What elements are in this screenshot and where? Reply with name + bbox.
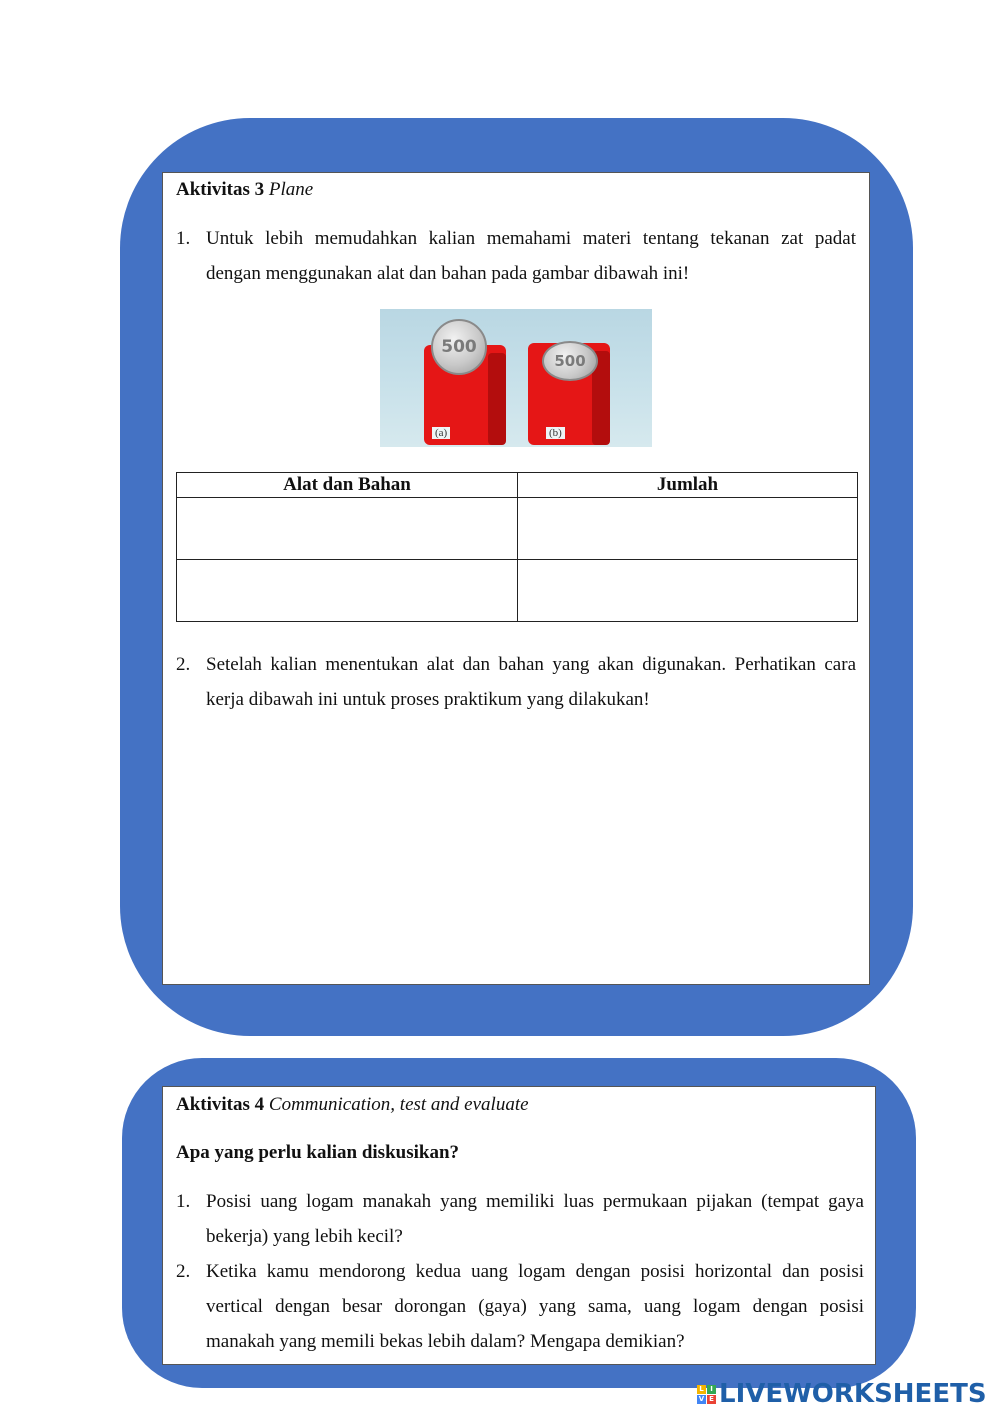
item-number: 1. (176, 1191, 191, 1212)
item-number: 2. (176, 654, 191, 675)
table-header: Alat dan Bahan (177, 473, 518, 498)
logo-letter: I (707, 1385, 716, 1394)
logo-mark-icon (697, 1385, 716, 1404)
table-cell-answer[interactable] (518, 498, 858, 560)
activity4-title-italic: Communication, test and evaluate (268, 1094, 529, 1115)
coin-on-cubes-image (380, 309, 652, 447)
coin-value: 500 (554, 352, 586, 370)
item-line: kerja dibawah ini untuk proses praktikum yang dilakukan! (206, 689, 650, 710)
figure-label-a: (a) (432, 427, 450, 439)
table-header-row (177, 473, 858, 498)
item-line: manakah yang memili bekas lebih dalam? Mengapa demikian? (206, 1331, 685, 1352)
table-row (177, 498, 858, 560)
item-number: 1. (176, 228, 191, 249)
logo-letter: E (707, 1395, 716, 1404)
discussion-heading: Apa yang perlu kalian diskusikan? (176, 1142, 460, 1163)
coin-value: 500 (441, 337, 477, 357)
table-row (177, 560, 858, 622)
logo-text: LIVEWORKSHEETS (719, 1379, 987, 1409)
cube-a-shade (488, 353, 506, 445)
activity3-item-2 (176, 647, 856, 719)
item-line: vertical dengan besar dorongan (gaya) yang sama, uang logam dengan posisi (206, 1296, 864, 1317)
item-line: Setelah kalian menentukan alat dan bahan yang akan digunakan. Perhatikan cara (206, 654, 856, 675)
figure-label-b: (b) (546, 427, 565, 439)
liveworksheets-logo[interactable] (697, 1378, 987, 1410)
item-line: Ketika kamu mendorong kedua uang logam dengan posisi horizontal dan posisi (206, 1261, 864, 1282)
activity4-title-bold: Aktivitas 4 (176, 1094, 265, 1115)
activity4-title (176, 1094, 529, 1116)
activity3-item-1 (176, 221, 856, 293)
table-cell-answer[interactable] (518, 560, 858, 622)
activity4-item-2 (176, 1254, 864, 1360)
coin-horizontal (542, 341, 598, 381)
table-cell-answer[interactable] (177, 498, 518, 560)
item-line: dengan menggunakan alat dan bahan pada gambar dibawah ini! (206, 263, 690, 284)
table-cell-answer[interactable] (177, 560, 518, 622)
item-line: bekerja) yang lebih kecil? (206, 1226, 403, 1247)
activity3-title (176, 179, 313, 201)
item-line: Posisi uang logam manakah yang memiliki luas permukaan pijakan (tempat gaya (206, 1191, 864, 1212)
activity4-item-1 (176, 1184, 864, 1256)
coin-vertical (431, 319, 487, 375)
logo-letter: L (697, 1385, 706, 1394)
activity3-title-italic: Plane (268, 179, 314, 200)
item-number: 2. (176, 1261, 191, 1282)
table-header: Jumlah (518, 473, 858, 498)
activity3-title-bold: Aktivitas 3 (176, 179, 265, 200)
materials-table (176, 472, 858, 622)
logo-letter: V (698, 1394, 705, 1403)
item-line: Untuk lebih memudahkan kalian memahami materi tentang tekanan zat padat (206, 228, 856, 249)
